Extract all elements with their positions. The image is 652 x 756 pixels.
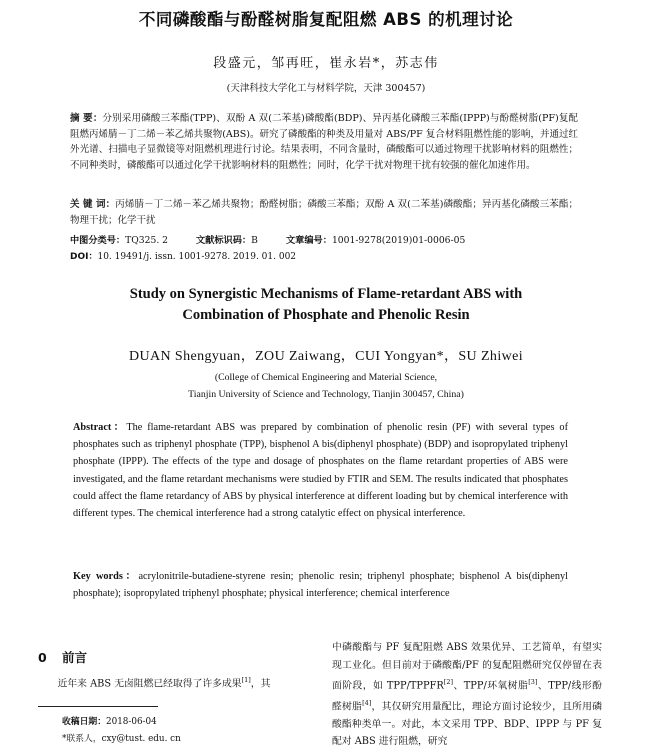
- affiliation-cn: (天津科技大学化工与材料学院，天津 300457): [226, 83, 426, 94]
- section-heading: [38, 648, 87, 666]
- abstract-cn: [70, 111, 578, 173]
- footnote-contact: *联系人，cxy@tust. edu. cn: [62, 734, 181, 744]
- citation-2[interactable]: [2]: [443, 678, 453, 686]
- paper-title-en: [0, 284, 652, 326]
- abstract-en: [73, 419, 568, 522]
- keywords-en: [73, 568, 568, 602]
- citation-3[interactable]: [3]: [528, 678, 538, 686]
- abstract-cn-label: 摘 要：: [70, 113, 103, 124]
- document-code: 文献标识码：B: [196, 235, 258, 246]
- paper-title-cn: 不同磷酸酯与酚醛树脂复配阻燃 ABS 的机理讨论: [138, 10, 514, 29]
- keywords-en-text: acrylonitrile-butadiene-styrene resin; phenolic resin; triphenyl phosphate; bisphenol A bis(diphenyl phosphate); isopropylated triphenyl phosphate; physical interference; chemical interference: [73, 571, 568, 600]
- contact-email[interactable]: cxy@tust. edu. cn: [101, 734, 181, 744]
- authors-en: DUAN Shengyuan，ZOU Zaiwang，CUI Yongyan*，SU Zhiwei: [128, 349, 524, 364]
- abstract-cn-text: 分别采用磷酸三苯酯(TPP)、双酚 A 双(二苯基)磷酸酯(BDP)、异丙基化磷酸三苯酯(IPPP)与酚醛树脂(PF)复配阻燃丙烯腈－丁二烯－苯乙烯共聚物(ABS)。研究了磷酸酯的种类及用量对 ABS/PF 复合材料阻燃性能的影响，并通过红外光谱、扫描电子显微镜等对阻燃机理进行讨论。结果表明，不同含量时，磷酸酯可以通过物理干扰影响材料的阻燃性；不同种类时，磷酸酯可以通过化学干扰影响材料的阻燃性；同时，化学干扰对物理干扰有较强的催化加速作用。: [70, 113, 578, 171]
- citation-4[interactable]: [4]: [362, 698, 372, 707]
- clc-number: 中图分类号：TQ325. 2: [70, 235, 169, 246]
- title-en-line2: Combination of Phosphate and Phenolic Resin: [182, 307, 470, 323]
- keywords-en-label: Key words：: [73, 571, 139, 582]
- affiliation-en: (College of Chemical Engineering and Material Science, Tianjin University of Science and Technology, Tianjin 300457, China): [188, 372, 464, 400]
- title-en-line1: Study on Synergistic Mechanisms of Flame-retardant ABS with: [129, 286, 523, 302]
- keywords-cn: [70, 197, 578, 228]
- keywords-cn-text: 丙烯腈－丁二烯－苯乙烯共聚物；酚醛树脂；磷酸三苯酯；双酚 A 双(二苯基)磷酸酯；异丙基化磷酸三苯酯；物理干扰；化学干扰: [70, 199, 578, 226]
- intro-left-column: 近年来 ABS 无卤阻燃已经取得了许多成果[1]，其: [57, 676, 271, 690]
- abstract-en-label: Abstract：: [73, 422, 127, 433]
- citation-1[interactable]: [1]: [241, 676, 251, 684]
- section-number: 0: [38, 650, 47, 665]
- abstract-en-text: The flame-retardant ABS was prepared by combination of phenolic resin (PF) with several types of phosphates such as triphenyl phosphate (TPP), bisphenol A bis(diphenyl phosphate) (BDP) and isopropylated triphenyl phosphate (IPPP). The effects of the type and dosage of phosphates on the flame retardant properties of ABS were investigated, and the flame retardant mechanisms were studied by FTIR and SEM. The results indicated that phosphates could affect the flame retardancy of ABS by physical interference at different loading but by chemical interference with different types. The chemical interference had a strong catalytic effect on physical interference.: [73, 422, 568, 520]
- footnote-divider: [38, 706, 158, 707]
- article-number: 文章编号：1001-9278(2019)01-0006-05: [286, 235, 466, 246]
- intro-right-column: 中磷酸酯与 PF 复配阻燃 ABS 效果优异、工艺简单，有望实现工业化。但目前对于磷酸酯/PF 的复配阻燃研究仅停留在表面阶段，如 TPP/TPPFR[2]、TPP/环氧树脂[3]、TPP/线形酚醛树脂[4]，其仅研究用量配比，理论方面讨论较少，且所用磷酸酯种类单一。对此，本文采用 TPP、BDP、IPPP 与 PF 复配对 ABS 进行阻燃，研究: [332, 642, 603, 748]
- doi-value[interactable]: 10. 19491/j. issn. 1001-9278. 2019. 01. 002: [97, 252, 297, 262]
- authors-cn: 段盛元，邹再旺，崔永岩*，苏志伟: [213, 56, 439, 71]
- keywords-cn-label: 关 键 词：: [70, 199, 116, 210]
- footnote-received: 收稿日期：2018-06-04: [62, 717, 157, 727]
- section-title: 前言: [62, 650, 88, 665]
- doi-line: DOI：10. 19491/j. issn. 1001-9278. 2019. 01. 002: [70, 252, 297, 262]
